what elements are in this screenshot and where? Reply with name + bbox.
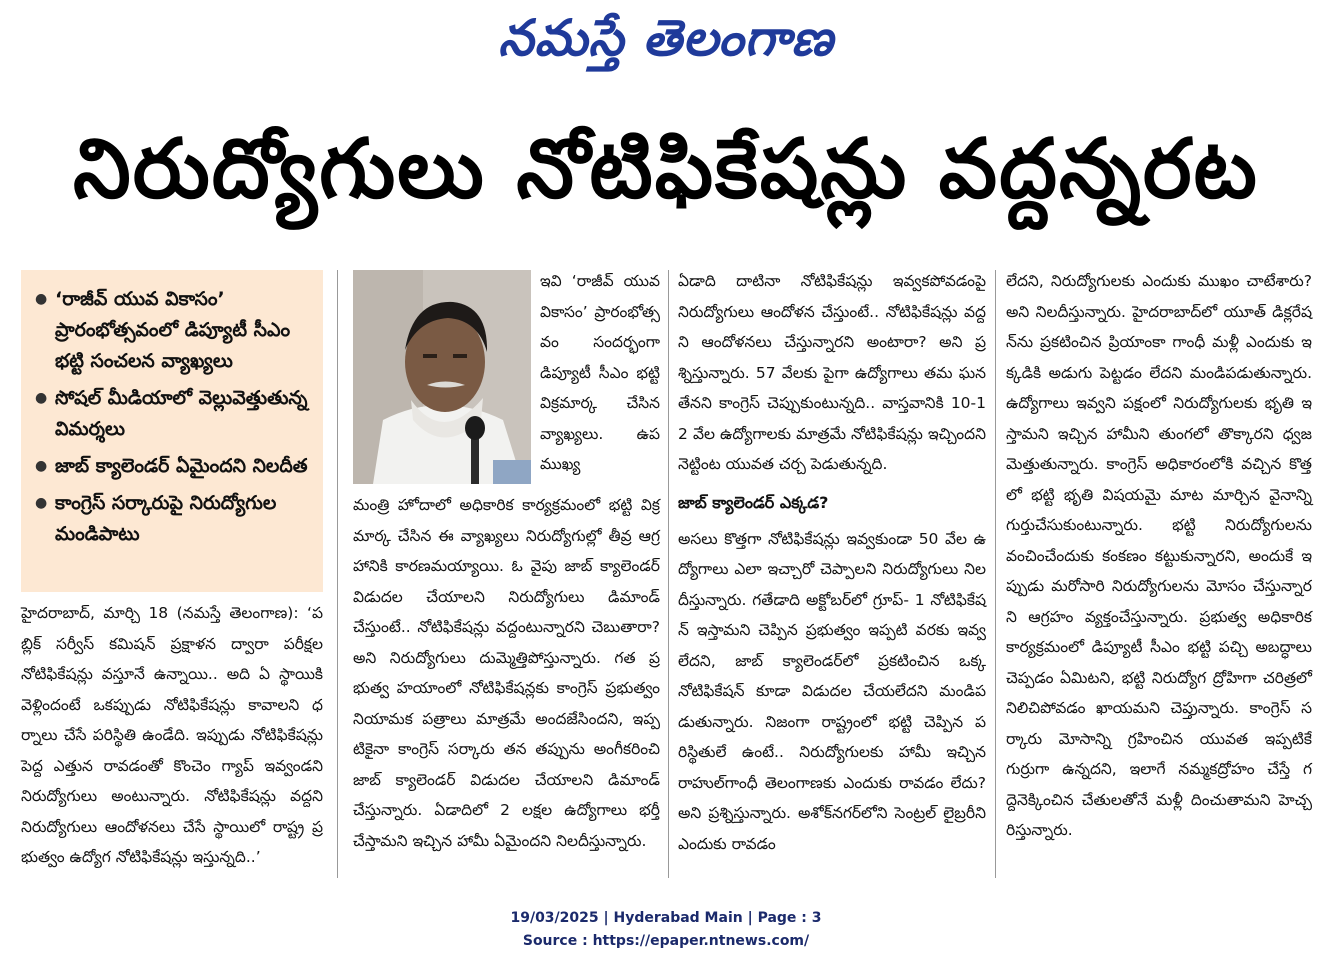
- column-divider: [337, 270, 338, 878]
- article-paragraph: ఏడాది దాటినా నోటిఫికేషన్లు ఇవ్వకపోవడంపై నిరుద్యోగులు ఆందోళన చేస్తుంటే.. నోటిఫికేషన్లు వద్దని ఆందోళనలు చేస్తున్నారని అంటారా? అని ప్రశ్నిస్తున్నారు. 57 వేలకు పైగా ఉద్యోగాలు తమ ఘనతేనని కాంగ్రెస్ చెప్పుకుంటున్నది.. వాస్తవానికి 10-12 వేల ఉద్యోగాలకు మాత్రమే నోటిఫికేషన్లు ఇచ్చిందని నెట్టింట యువత చర్చ పెడుతున్నది.: [678, 272, 986, 473]
- article-paragraph: హైదరాబాద్, మార్చి 18 (నమస్తే తెలంగాణ): ‘పబ్లిక్ సర్వీస్ కమిషన్ ప్రక్షాళన ద్వారా పరీక్షల నోటిఫికేషన్లు వస్తూనే ఉన్నాయి.. అది ఏ స్థాయికి వెళ్లిందంటే ఒకప్పుడు నోటిఫికేషన్లు కావాలని ధర్నాలు చేసే పరిస్థితి ఉండేది. ఇప్పుడు నోటిఫికేషన్లు పెద్ద ఎత్తున రావడంతో కొంచెం గ్యాప్ ఇవ్వండని నిరుద్యోగులు అంటున్నారు. నోటిఫికేషన్లు వద్దని నిరుద్యోగులు ఆందోళనలు చేసే స్థాయిలో రాష్ట్ర ప్రభుత్వం ఉద్యోగ నోటిఫికేషన్లు ఇస్తున్నది..’: [21, 604, 323, 866]
- article-column-4: [1006, 266, 1312, 880]
- article-column-3: [678, 266, 986, 880]
- article-paragraph: అసలు కొత్తగా నోటిఫికేషన్లు ఇవ్వకుండా 50 వేల ఉద్యోగాలు ఎలా ఇచ్చారో చెప్పాలని నిరుద్యోగులు నిలదీస్తున్నారు. గతేడాది అక్టోబర్‌లో గ్రూప్- 1 నోటిఫికేషన్ ఇస్తామని చెప్పిన ప్రభుత్వం ఇప్పటి వరకు ఇవ్వలేదని, జాబ్ క్యాలెండర్‌లో ప్రకటించిన ఒక్క నోటిఫికేషన్ కూడా విడుదల చేయలేదని మండిపడుతున్నారు. నిజంగా రాష్ట్రంలో భట్టి చెప్పిన పరిస్థితులే ఉంటే.. నిరుద్యోగులకు హామీ ఇచ్చిన రాహుల్‌గాంధీ తెలంగాణకు ఎందుకు రావడం లేదు? అని ప్రశ్నిస్తున్నారు. అశోక్‌నగర్‌లోని సెంట్రల్ లైబ్రరీని ఎందుకు రావడం: [678, 529, 986, 853]
- highlights-box: [21, 270, 323, 592]
- bullet-icon: ●: [35, 458, 48, 474]
- bullet-icon: ●: [35, 495, 48, 511]
- bullet-icon: ●: [35, 390, 48, 406]
- highlight-text: కాంగ్రెస్ సర్కారుపై నిరుద్యోగుల మండిపాటు: [55, 492, 277, 545]
- article-column-2: [353, 490, 660, 880]
- person-photo: [353, 270, 531, 484]
- highlight-item: [35, 451, 313, 482]
- bullet-icon: ●: [35, 291, 48, 307]
- highlight-text: సోషల్ మీడియాలో వెల్లువెత్తుతున్న విమర్శలు: [55, 387, 308, 440]
- article-column-2-top: [540, 266, 660, 488]
- edition-info: 19/03/2025 | Hyderabad Main | Page : 3: [510, 910, 822, 926]
- highlight-text: జాబ్ క్యాలెండర్ ఏమైందని నిలదీత: [55, 455, 308, 477]
- source-link[interactable]: Source : https://epaper.ntnews.com/: [522, 933, 810, 949]
- highlight-text: ‘రాజీవ్ యువ వికాసం’ ప్రారంభోత్సవంలో డిప్యూటీ సీఎం భట్టి సంచలన వ్యాఖ్యలు: [55, 288, 291, 372]
- highlight-item: [35, 383, 313, 445]
- person-photo-icon: [353, 270, 531, 484]
- masthead-logo: నమస్తే తెలంగాణ: [498, 9, 834, 67]
- column-divider: [668, 270, 669, 878]
- column-divider: [995, 270, 996, 878]
- article-paragraph: లేదని, నిరుద్యోగులకు ఎందుకు ముఖం చాటేశారు? అని నిలదీస్తున్నారు. హైదరాబాద్‌లో యూత్ డిక్లరేషన్‌ను ప్రకటించిన ప్రియాంకా గాంధీ మళ్లీ ఎందుకు ఇక్కడికి అడుగు పెట్టడం లేదని మండిపడుతున్నారు. ఉద్యోగాలు ఇవ్వని పక్షంలో నిరుద్యోగులకు భృతి ఇస్తామని ఇచ్చిన హామీని తుంగలో తొక్కారని ధ్వజమెత్తుతున్నారు. కాంగ్రెస్ అధికారంలోకి వచ్చిన కొత్తలో భట్టి భృతి విషయమై మాట మార్చిన వైనాన్ని గుర్తుచేసుకుంటున్నారు. భట్టి నిరుద్యోగులను వంచించేందుకు కంకణం కట్టుకున్నారని, అందుకే ఇప్పుడు మరోసారి నిరుద్యోగులను మోసం చేస్తున్నారని ఆగ్రహం వ్యక్తంచేస్తున్నారు. ప్రభుత్వ అధికారిక కార్యక్రమంలో డిప్యూటీ సీఎం భట్టి పచ్చి అబద్ధాలు చెప్పడం ఏమిటని, భట్టి నిరుద్యోగ ద్రోహిగా చరిత్రలో నిలిచిపోవడం ఖాయమని చెప్తున్నారు. కాంగ్రెస్ సర్కారు మోసాన్ని గ్రహించిన యువత ఇప్పటికే గుర్రుగా ఉన్నదని, ఇలాగే నమ్మకద్రోహం చేస్తే గద్దెనెక్కించిన చేతులతోనే మళ్లీ దించుతామని హెచ్చరిస్తున్నారు.: [1006, 272, 1312, 839]
- article-paragraph: ఇవి ‘రాజీవ్ యువ వికాసం’ ప్రారంభోత్సవం సందర్భంగా డిప్యూటీ సీఎం భట్టి విక్రమార్క చేసిన వ్యాఖ్యలు. ఉపముఖ్య: [540, 272, 660, 473]
- subheading: జాబ్ క్యాలెండర్ ఎక్కడ?: [678, 492, 829, 512]
- highlight-item: [35, 488, 313, 550]
- article-column-1: [21, 598, 323, 880]
- article-paragraph: మంత్రి హోదాలో అధికారిక కార్యక్రమంలో భట్టి విక్రమార్క చేసిన ఈ వ్యాఖ్యలు నిరుద్యోగుల్లో తీవ్ర ఆగ్రహానికి కారణమయ్యాయి. ఓ వైపు జాబ్ క్యాలెండర్ విడుదల చేయాలని నిరుద్యోగులు డిమాండ్ చేస్తుంటే.. నోటిఫికేషన్లు వద్దంటున్నారని చెబుతారా? అని నిరుద్యోగులు దుమ్మెత్తిపోస్తున్నారు. గత ప్రభుత్వ హయాంలో నోటిఫికేషన్లకు కాంగ్రెస్ ప్రభుత్వం నియామక పత్రాలు మాత్రమే అందజేసిందని, ఇప్పటికైనా కాంగ్రెస్ సర్కారు తన తప్పును అంగీకరించి జాబ్ క్యాలెండర్ విడుదల చేయాలని డిమాండ్ చేస్తున్నారు. ఏడాదిలో 2 లక్షల ఉద్యోగాలు భర్తీ చేస్తామని ఇచ్చిన హామీ ఏమైందని నిలదీస్తున్నారు.: [353, 496, 660, 850]
- headline: నిరుద్యోగులు నోటిఫికేషన్లు వద్దన్నరట: [73, 122, 1259, 217]
- highlight-item: [35, 284, 313, 377]
